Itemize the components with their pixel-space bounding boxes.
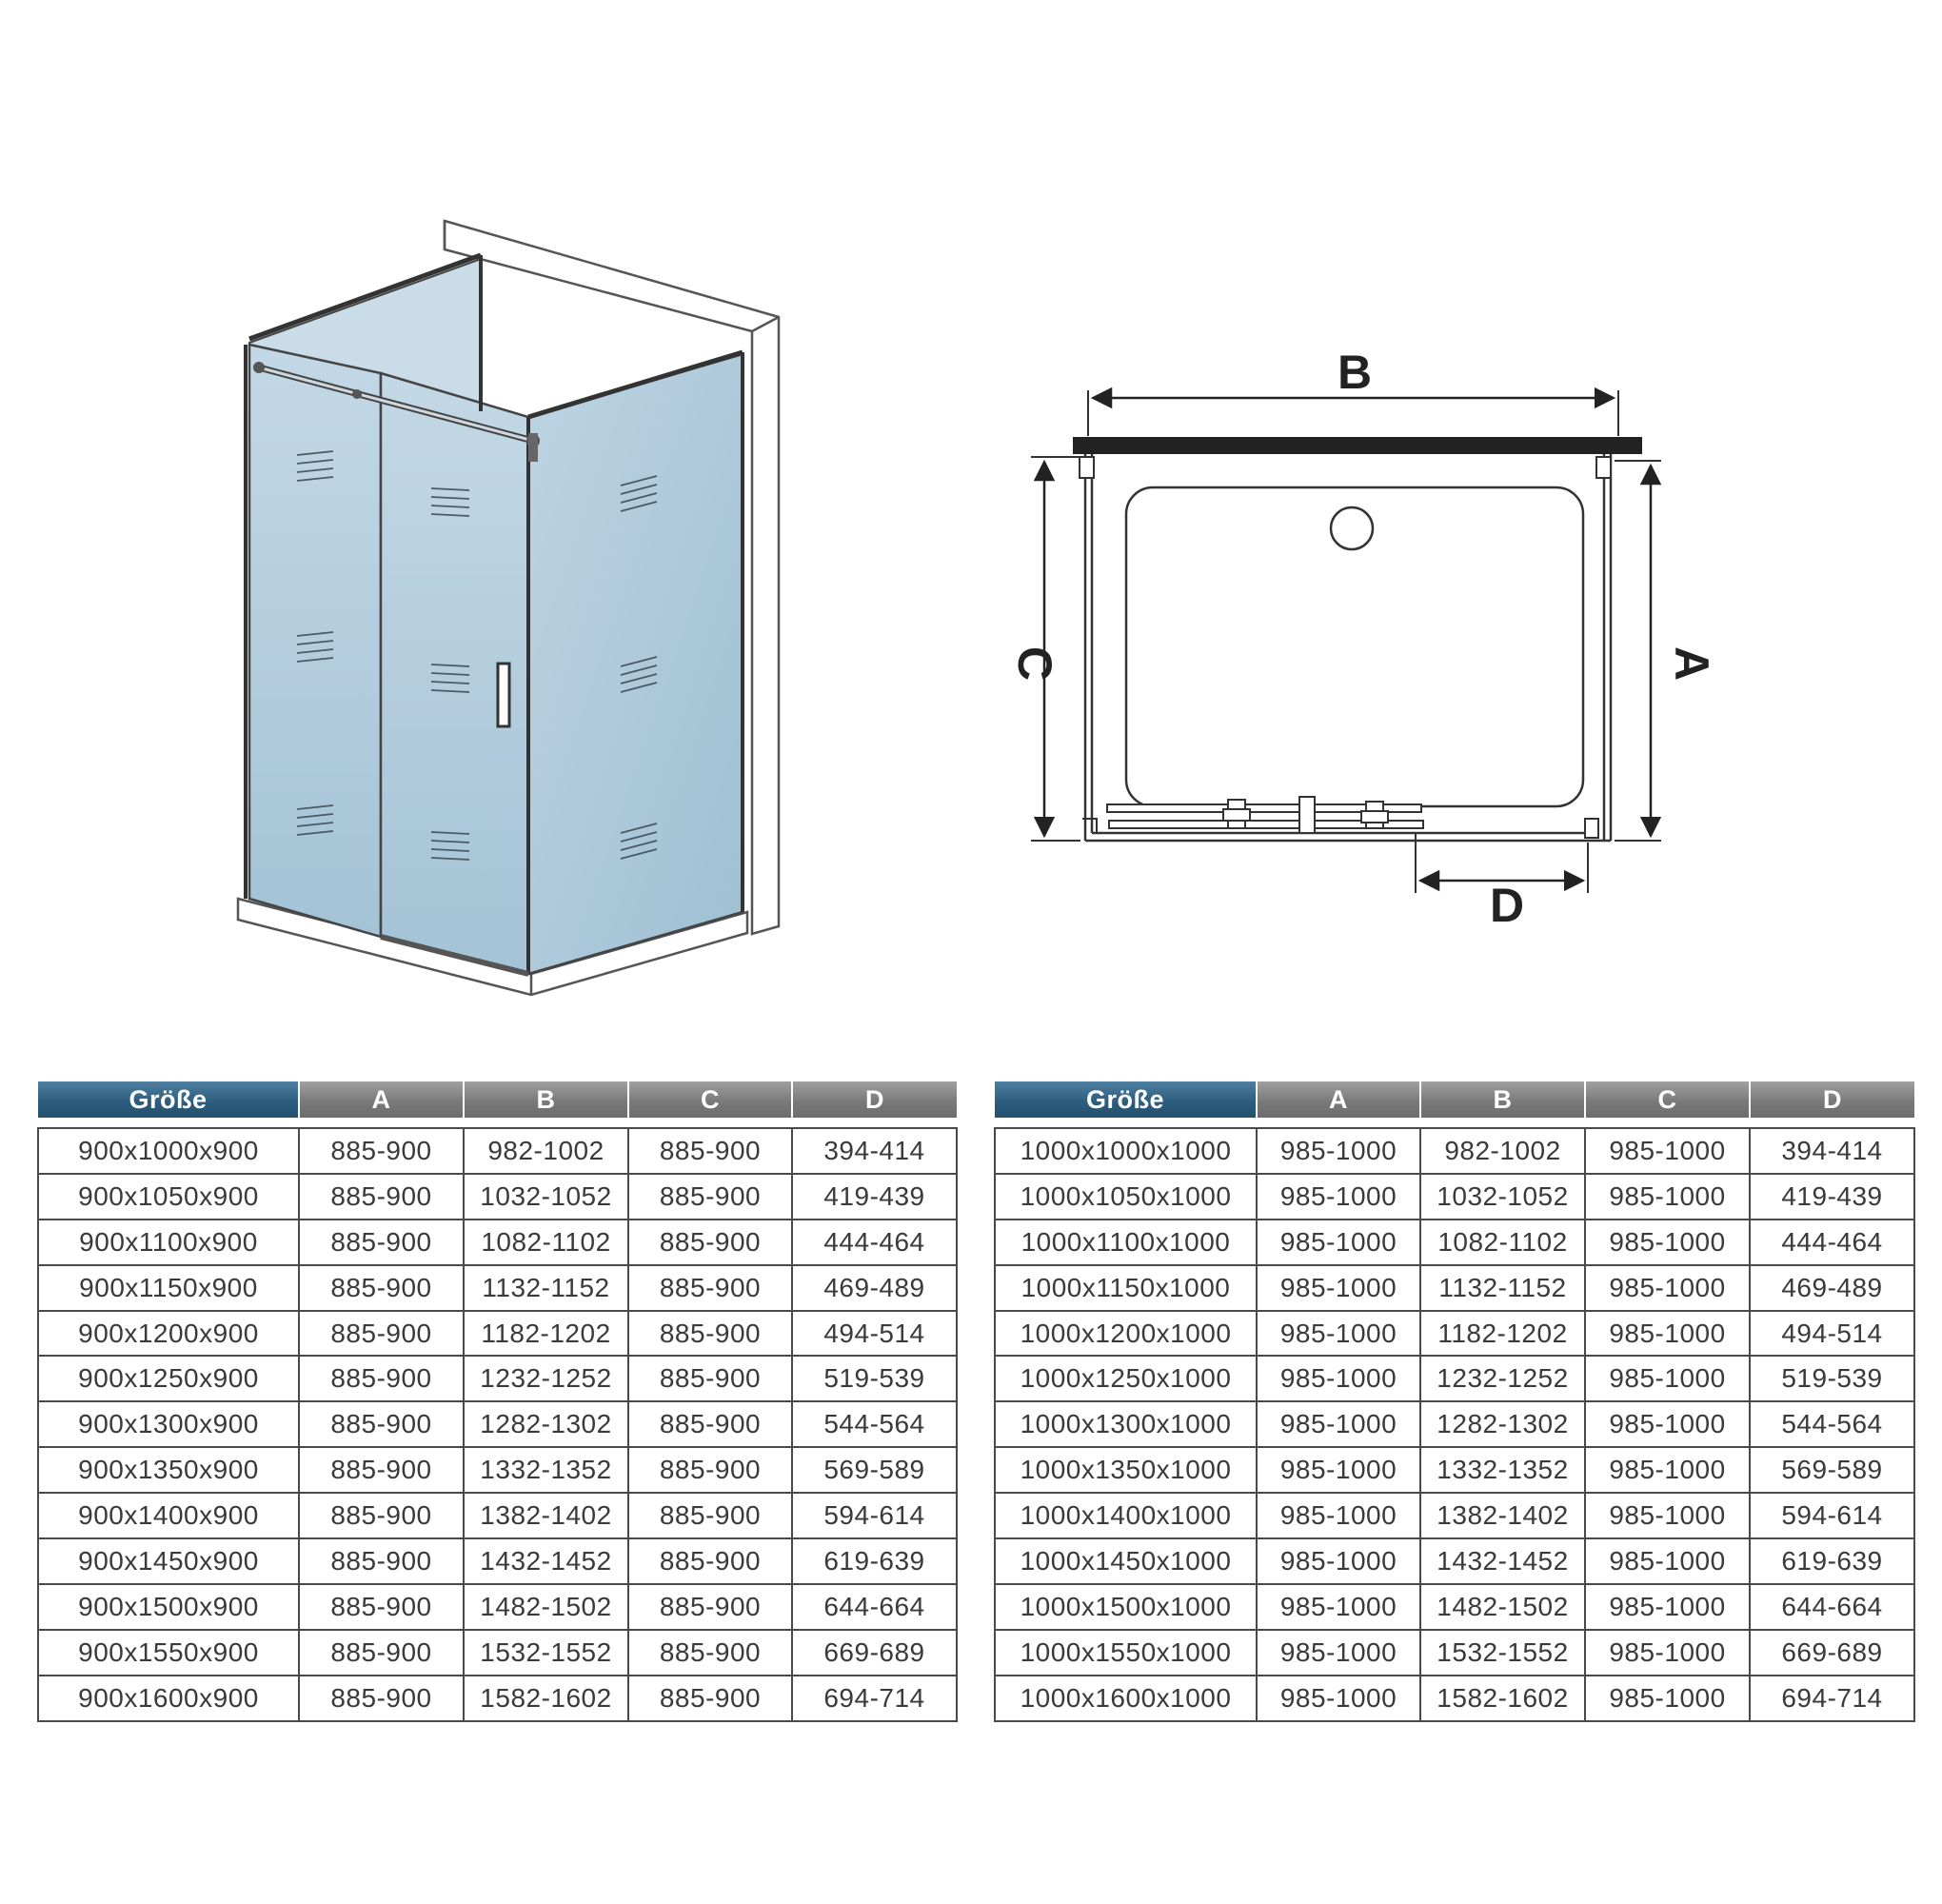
cell-c: 985-1000 <box>1585 1265 1750 1311</box>
cell-size: 900x1300x900 <box>38 1401 299 1447</box>
cell-c: 985-1000 <box>1585 1584 1750 1630</box>
dimension-label-d: D <box>1489 879 1525 932</box>
cell-c: 985-1000 <box>1585 1401 1750 1447</box>
cell-b: 1482-1502 <box>1420 1584 1585 1630</box>
table-row <box>38 1174 957 1220</box>
cell-d: 519-539 <box>792 1356 957 1401</box>
column-header-a: A <box>1257 1081 1420 1118</box>
cell-size: 1000x1200x1000 <box>995 1311 1257 1357</box>
cell-a: 985-1000 <box>1257 1584 1420 1630</box>
table-row <box>38 1401 957 1447</box>
side-glass-panel <box>528 354 743 974</box>
cell-c: 885-900 <box>628 1584 792 1630</box>
fixed-glass-panel <box>249 345 381 937</box>
column-header-d: D <box>1750 1081 1914 1118</box>
cell-a: 985-1000 <box>1257 1128 1420 1174</box>
cell-size: 1000x1600x1000 <box>995 1676 1257 1721</box>
cell-d: 394-414 <box>792 1128 957 1174</box>
table-row <box>995 1676 1914 1721</box>
table-row <box>995 1584 1914 1630</box>
cell-b: 1582-1602 <box>464 1676 628 1721</box>
cell-a: 885-900 <box>299 1493 464 1538</box>
table-row <box>995 1311 1914 1357</box>
cell-d: 619-639 <box>1750 1538 1914 1584</box>
column-header-c: C <box>1585 1081 1750 1118</box>
cell-c: 885-900 <box>628 1630 792 1676</box>
cell-d: 569-589 <box>1750 1447 1914 1493</box>
cell-c: 885-900 <box>628 1356 792 1401</box>
table-row <box>38 1538 957 1584</box>
cell-size: 900x1500x900 <box>38 1584 299 1630</box>
cell-c: 885-900 <box>628 1174 792 1220</box>
cell-size: 900x1350x900 <box>38 1447 299 1493</box>
dimension-label-b: B <box>1337 346 1373 399</box>
cell-c: 885-900 <box>628 1401 792 1447</box>
cell-a: 985-1000 <box>1257 1493 1420 1538</box>
cell-c: 885-900 <box>628 1311 792 1357</box>
cell-c: 885-900 <box>628 1128 792 1174</box>
cell-a: 985-1000 <box>1257 1220 1420 1265</box>
column-header-b: B <box>464 1081 628 1118</box>
cell-d: 594-614 <box>1750 1493 1914 1538</box>
cell-c: 885-900 <box>628 1676 792 1721</box>
cell-b: 1532-1552 <box>1420 1630 1585 1676</box>
cell-a: 985-1000 <box>1257 1265 1420 1311</box>
table-header-row <box>38 1081 957 1118</box>
cell-a: 885-900 <box>299 1311 464 1357</box>
cell-d: 544-564 <box>792 1401 957 1447</box>
cell-a: 885-900 <box>299 1447 464 1493</box>
cell-d: 694-714 <box>792 1676 957 1721</box>
cell-size: 1000x1500x1000 <box>995 1584 1257 1630</box>
table-row <box>995 1401 1914 1447</box>
cell-d: 419-439 <box>792 1174 957 1220</box>
cell-b: 1182-1202 <box>1420 1311 1585 1357</box>
cell-a: 885-900 <box>299 1538 464 1584</box>
table-row <box>995 1538 1914 1584</box>
cell-c: 985-1000 <box>1585 1128 1750 1174</box>
cell-c: 985-1000 <box>1585 1356 1750 1401</box>
cell-size: 900x1450x900 <box>38 1538 299 1584</box>
cell-b: 1232-1252 <box>1420 1356 1585 1401</box>
cell-size: 1000x1250x1000 <box>995 1356 1257 1401</box>
cell-b: 1432-1452 <box>464 1538 628 1584</box>
cell-size: 900x1200x900 <box>38 1311 299 1357</box>
door-handle-icon <box>498 664 509 726</box>
cell-a: 885-900 <box>299 1220 464 1265</box>
cell-size: 1000x1550x1000 <box>995 1630 1257 1676</box>
cell-c: 885-900 <box>628 1220 792 1265</box>
column-header-size: Größe <box>995 1081 1257 1118</box>
cell-b: 1582-1602 <box>1420 1676 1585 1721</box>
table-row <box>38 1128 957 1174</box>
cell-c: 985-1000 <box>1585 1630 1750 1676</box>
cell-a: 985-1000 <box>1257 1676 1420 1721</box>
cell-b: 1382-1402 <box>1420 1493 1585 1538</box>
cell-a: 885-900 <box>299 1356 464 1401</box>
dimension-label-c: C <box>1008 645 1061 682</box>
cell-a: 985-1000 <box>1257 1311 1420 1357</box>
cell-c: 985-1000 <box>1585 1220 1750 1265</box>
cell-a: 885-900 <box>299 1174 464 1220</box>
cell-d: 494-514 <box>1750 1311 1914 1357</box>
wall-bar <box>1073 437 1642 454</box>
cell-size: 900x1400x900 <box>38 1493 299 1538</box>
cell-c: 885-900 <box>628 1493 792 1538</box>
cell-c: 985-1000 <box>1585 1174 1750 1220</box>
cell-d: 644-664 <box>1750 1584 1914 1630</box>
cell-size: 900x1550x900 <box>38 1630 299 1676</box>
cell-a: 985-1000 <box>1257 1538 1420 1584</box>
table-row <box>38 1265 957 1311</box>
cell-c: 985-1000 <box>1585 1493 1750 1538</box>
cell-c: 885-900 <box>628 1538 792 1584</box>
column-header-c: C <box>628 1081 792 1118</box>
cell-size: 1000x1350x1000 <box>995 1447 1257 1493</box>
cell-c: 985-1000 <box>1585 1447 1750 1493</box>
cell-d: 519-539 <box>1750 1356 1914 1401</box>
table-row <box>38 1493 957 1538</box>
cell-c: 985-1000 <box>1585 1676 1750 1721</box>
cell-b: 1282-1302 <box>1420 1401 1585 1447</box>
cell-a: 985-1000 <box>1257 1401 1420 1447</box>
column-header-d: D <box>792 1081 957 1118</box>
cell-b: 1482-1502 <box>464 1584 628 1630</box>
cell-d: 444-464 <box>1750 1220 1914 1265</box>
cell-d: 494-514 <box>792 1311 957 1357</box>
column-header-b: B <box>1420 1081 1585 1118</box>
plan-view <box>1008 346 1718 932</box>
cell-size: 900x1100x900 <box>38 1220 299 1265</box>
cell-size: 900x1250x900 <box>38 1356 299 1401</box>
cell-a: 885-900 <box>299 1265 464 1311</box>
cell-d: 694-714 <box>1750 1676 1914 1721</box>
cell-b: 1232-1252 <box>464 1356 628 1401</box>
column-header-size: Größe <box>38 1081 299 1118</box>
cell-c: 885-900 <box>628 1265 792 1311</box>
cell-a: 985-1000 <box>1257 1630 1420 1676</box>
cell-size: 1000x1400x1000 <box>995 1493 1257 1538</box>
column-header-a: A <box>299 1081 464 1118</box>
cell-b: 1032-1052 <box>464 1174 628 1220</box>
cell-b: 1082-1102 <box>464 1220 628 1265</box>
table-row <box>995 1356 1914 1401</box>
dimension-a <box>1615 461 1661 841</box>
cell-a: 885-900 <box>299 1676 464 1721</box>
table-row <box>38 1584 957 1630</box>
drain-icon <box>1331 507 1373 549</box>
cell-c: 985-1000 <box>1585 1311 1750 1357</box>
cell-a: 985-1000 <box>1257 1356 1420 1401</box>
table-row <box>995 1220 1914 1265</box>
cell-b: 982-1002 <box>464 1128 628 1174</box>
cell-size: 1000x1300x1000 <box>995 1401 1257 1447</box>
cell-b: 1282-1302 <box>464 1401 628 1447</box>
cell-size: 1000x1150x1000 <box>995 1265 1257 1311</box>
table-row <box>995 1447 1914 1493</box>
cell-d: 669-689 <box>792 1630 957 1676</box>
cell-b: 982-1002 <box>1420 1128 1585 1174</box>
table-row <box>995 1493 1914 1538</box>
size-table-900 <box>37 1081 958 1722</box>
table-row <box>38 1630 957 1676</box>
cell-size: 1000x1050x1000 <box>995 1174 1257 1220</box>
cell-c: 885-900 <box>628 1447 792 1493</box>
size-table-1000 <box>994 1081 1915 1722</box>
table-row <box>995 1174 1914 1220</box>
table-row <box>995 1630 1914 1676</box>
cell-b: 1432-1452 <box>1420 1538 1585 1584</box>
cell-d: 419-439 <box>1750 1174 1914 1220</box>
cell-d: 569-589 <box>792 1447 957 1493</box>
table-row <box>38 1447 957 1493</box>
cell-d: 444-464 <box>792 1220 957 1265</box>
cell-size: 900x1050x900 <box>38 1174 299 1220</box>
cell-b: 1182-1202 <box>464 1311 628 1357</box>
shower-enclosure-illustration <box>238 221 779 995</box>
cell-size: 900x1150x900 <box>38 1265 299 1311</box>
cell-d: 644-664 <box>792 1584 957 1630</box>
cell-d: 544-564 <box>1750 1401 1914 1447</box>
table-row <box>38 1676 957 1721</box>
cell-a: 885-900 <box>299 1584 464 1630</box>
cell-a: 885-900 <box>299 1128 464 1174</box>
cell-b: 1382-1402 <box>464 1493 628 1538</box>
cell-c: 985-1000 <box>1585 1538 1750 1584</box>
cell-size: 1000x1100x1000 <box>995 1220 1257 1265</box>
cell-d: 469-489 <box>792 1265 957 1311</box>
cell-b: 1032-1052 <box>1420 1174 1585 1220</box>
cell-b: 1532-1552 <box>464 1630 628 1676</box>
table-row <box>38 1311 957 1357</box>
cell-a: 885-900 <box>299 1401 464 1447</box>
cell-size: 1000x1000x1000 <box>995 1128 1257 1174</box>
cell-a: 985-1000 <box>1257 1174 1420 1220</box>
cell-b: 1332-1352 <box>464 1447 628 1493</box>
table-row <box>38 1220 957 1265</box>
cell-a: 885-900 <box>299 1630 464 1676</box>
table-header-row <box>995 1081 1914 1118</box>
cell-b: 1082-1102 <box>1420 1220 1585 1265</box>
cell-b: 1332-1352 <box>1420 1447 1585 1493</box>
table-row <box>995 1265 1914 1311</box>
cell-size: 900x1000x900 <box>38 1128 299 1174</box>
cell-b: 1132-1152 <box>1420 1265 1585 1311</box>
cell-size: 1000x1450x1000 <box>995 1538 1257 1584</box>
table-row <box>995 1128 1914 1174</box>
cell-d: 594-614 <box>792 1493 957 1538</box>
cell-d: 619-639 <box>792 1538 957 1584</box>
cell-d: 469-489 <box>1750 1265 1914 1311</box>
cell-a: 985-1000 <box>1257 1447 1420 1493</box>
cell-b: 1132-1152 <box>464 1265 628 1311</box>
cell-size: 900x1600x900 <box>38 1676 299 1721</box>
cell-d: 394-414 <box>1750 1128 1914 1174</box>
cell-d: 669-689 <box>1750 1630 1914 1676</box>
dimension-label-a: A <box>1665 645 1718 682</box>
table-row <box>38 1356 957 1401</box>
